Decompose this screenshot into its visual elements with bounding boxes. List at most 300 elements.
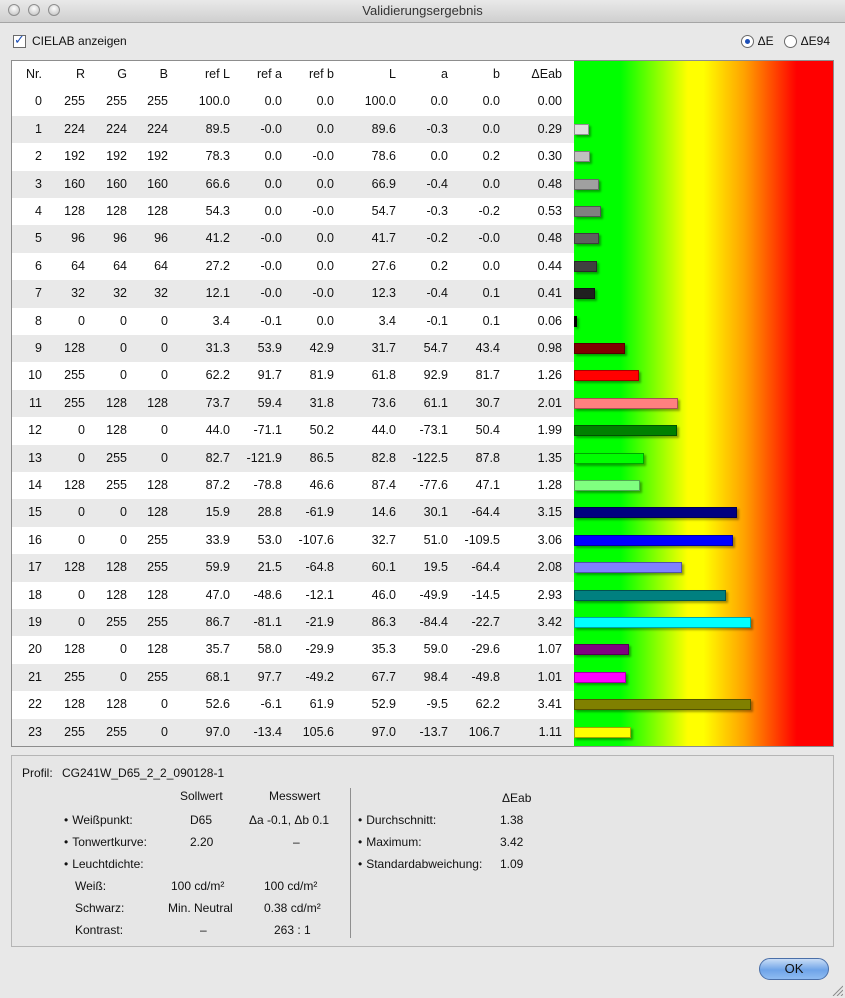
cell-g: 128 [106,560,127,575]
cell-l: 52.9 [371,697,396,712]
cell-ref-b: 42.9 [309,341,334,355]
cell-g: 224 [106,121,127,136]
delta-e-bar [574,261,597,272]
cell-nr: 10 [28,368,42,383]
cell-delta-e: 1.28 [537,478,562,492]
cell-b: -0.2 [478,204,500,218]
column-header-g[interactable]: G [117,67,127,81]
column-header-ref-b[interactable]: ref b [308,67,334,81]
white-messwert: 100 cd/m² [264,879,318,893]
radio-delta-e94-label: ΔE94 [800,34,830,48]
cell-ref-a: -0.0 [260,258,282,273]
cell-l: 73.6 [371,395,396,410]
cell-ref-a: -0.1 [260,313,282,328]
cell-ref-l: 100.0 [198,94,230,109]
table-row[interactable] [12,335,574,362]
cell-b: 255 [147,532,168,547]
cell-b: 0.1 [482,286,500,301]
table-row[interactable] [12,225,574,252]
column-messwert: Messwert [269,789,321,803]
delta-e-gradient-chart [574,61,833,746]
cell-a: 61.1 [423,395,448,410]
cell-ref-a: -13.4 [253,724,282,739]
profile-value: CG241W_D65_2_2_090128-1 [62,766,225,780]
cell-ref-l: 82.7 [205,450,230,465]
cell-ref-a: 0.0 [264,94,282,109]
whitepoint-sollwert: D65 [190,813,213,827]
cell-nr: 7 [35,286,42,301]
cell-g: 64 [113,258,127,273]
column-header-nr[interactable]: Nr. [26,67,42,81]
maximum-value: 3.42 [500,835,524,849]
cell-b: 0 [161,423,168,438]
column-header-a[interactable]: a [441,67,448,81]
cell-g: 128 [106,697,127,712]
luminance-label: • Leuchtdichte: [64,857,144,871]
table-row[interactable] [12,472,574,499]
cell-ref-l: 87.2 [205,478,230,492]
title-bar [0,0,845,23]
results-table [11,60,834,747]
cell-r: 255 [64,669,85,684]
cell-ref-l: 41.2 [205,231,230,246]
cell-r: 0 [78,615,85,629]
cell-delta-e: 0.00 [537,94,562,109]
cell-delta-e: 0.48 [537,231,562,246]
cell-ref-b: 0.0 [316,258,334,273]
resize-grip-icon[interactable] [831,984,843,996]
maximum-label: • Maximum: [358,835,422,849]
cell-b: 128 [147,505,168,520]
cell-b: 255 [147,615,168,629]
cell-b: 0 [161,368,168,383]
cell-g: 128 [106,204,127,218]
cell-ref-b: -29.9 [305,642,334,657]
cell-delta-e: 1.99 [537,423,562,438]
cell-ref-l: 44.0 [205,423,230,438]
cell-ref-b: -107.6 [298,532,334,547]
black-sollwert: Min. Neutral [168,901,233,915]
cell-ref-a: 59.4 [257,395,282,410]
cell-a: -0.3 [426,204,448,218]
cell-delta-e: 0.53 [537,204,562,218]
cell-nr: 12 [28,423,42,438]
cell-nr: 19 [28,615,42,629]
cell-ref-l: 86.7 [205,615,230,629]
cell-b: -49.8 [471,669,500,684]
cell-nr: 22 [28,697,42,712]
cell-delta-e: 0.30 [537,149,562,164]
delta-e-bar [574,562,682,573]
cell-ref-b: -12.1 [305,587,334,602]
radio-delta-e[interactable] [741,35,754,48]
cell-l: 46.0 [371,587,396,602]
cell-b: 192 [147,149,168,164]
table-row[interactable] [12,691,574,718]
delta-e-bar [574,316,577,327]
cell-b: 0 [161,313,168,328]
cell-l: 54.7 [371,204,396,218]
cell-delta-e: 0.29 [537,121,562,136]
stddev-value: 1.09 [500,857,524,871]
cell-b: 128 [147,478,168,492]
whitepoint-messwert: Δa -0.1, Δb 0.1 [249,813,330,827]
cell-r: 128 [64,478,85,492]
info-panel [11,755,834,947]
cell-ref-a: 0.0 [264,204,282,218]
show-cielab-checkbox[interactable] [13,31,26,48]
cell-a: -0.4 [426,286,448,301]
cell-ref-b: 0.0 [316,231,334,246]
cell-nr: 1 [35,121,42,136]
cell-a: 98.4 [423,669,448,684]
cell-ref-a: -0.0 [260,121,282,136]
cell-l: 89.6 [371,121,396,136]
cell-b: 0.2 [482,149,500,164]
delta-e-bar [574,398,678,409]
column-header-b[interactable]: B [159,67,168,81]
white-label: Weiß: [75,879,107,893]
cell-ref-b: -0.0 [312,149,334,164]
cell-l: 31.7 [371,341,396,355]
cell-delta-e: 2.93 [537,587,562,602]
tone-curve-sollwert: 2.20 [190,835,214,849]
window-title: Validierungsergebnis [362,3,483,18]
cell-g: 192 [106,149,127,164]
cell-nr: 16 [28,532,42,547]
cell-ref-l: 47.0 [205,587,230,602]
table-row[interactable] [12,390,574,417]
column-header-r[interactable]: R [75,67,85,81]
cell-delta-e: 0.06 [537,313,562,328]
table-row[interactable] [12,280,574,307]
table-row[interactable] [12,417,574,444]
cell-nr: 18 [28,587,42,602]
cell-delta-e: 3.42 [537,615,562,629]
cell-ref-a: 53.0 [257,532,282,547]
cell-l: 86.3 [371,615,396,629]
cell-r: 128 [64,642,85,657]
column-header-l[interactable]: L [389,67,396,81]
show-cielab-label: CIELAB anzeigen [32,34,127,48]
table-row[interactable] [12,554,574,581]
cell-b: -109.5 [464,532,500,547]
cell-ref-a: -0.0 [260,286,282,301]
column-delta-e: ΔEab [502,791,532,805]
table-row[interactable] [12,88,574,115]
cell-r: 96 [71,231,85,246]
cell-b: 0 [161,697,168,712]
cell-ref-a: -0.0 [260,231,282,246]
cell-b: 0.0 [482,94,500,109]
cell-g: 32 [113,286,127,301]
cell-ref-l: 33.9 [205,532,230,547]
cell-ref-a: 53.9 [257,341,282,355]
cell-r: 128 [64,204,85,218]
cell-b: 0.0 [482,176,500,191]
cell-nr: 13 [28,450,42,465]
cell-a: -9.5 [426,697,448,712]
cell-ref-a: -81.1 [253,615,282,629]
cell-ref-l: 59.9 [205,560,230,575]
cell-delta-e: 0.98 [537,341,562,355]
column-header-b[interactable]: b [493,67,500,81]
cell-l: 60.1 [371,560,396,575]
cell-b: 0.0 [482,121,500,136]
cell-delta-e: 0.41 [537,286,562,301]
cell-delta-e: 1.35 [537,450,562,465]
cell-nr: 17 [28,560,42,575]
cell-g: 0 [120,368,127,383]
table-row[interactable] [12,171,574,198]
cell-ref-a: -48.6 [253,587,282,602]
cell-r: 0 [78,313,85,328]
cell-delta-e: 2.01 [537,395,562,410]
table-row[interactable] [12,253,574,280]
cell-nr: 8 [35,313,42,328]
cell-ref-l: 52.6 [205,697,230,712]
table-row[interactable] [12,143,574,170]
black-messwert: 0.38 cd/m² [264,901,321,915]
cell-delta-e: 2.08 [537,560,562,575]
cell-delta-e: 1.01 [537,669,562,684]
radio-delta-e94[interactable] [784,35,797,48]
cell-ref-a: 97.7 [257,669,282,684]
stddev-label: • Standardabweichung: [358,857,482,871]
cell-nr: 20 [28,642,42,657]
cell-ref-l: 35.7 [205,642,230,657]
cell-ref-l: 3.4 [212,313,230,328]
cell-a: 92.9 [423,368,448,383]
cell-a: -73.1 [419,423,448,438]
column-header-ref-a[interactable]: ref a [256,67,282,81]
cell-l: 32.7 [371,532,396,547]
cell-b: 106.7 [468,724,500,739]
cell-a: -84.4 [419,615,448,629]
cell-b: 255 [147,94,168,109]
delta-e-bar [574,672,626,683]
show-cielab-toggle[interactable] [13,31,127,48]
cell-a: -0.1 [426,313,448,328]
cell-l: 27.6 [371,258,396,273]
cell-ref-b: 86.5 [309,450,334,465]
delta-e-bar [574,699,751,710]
cell-b: -14.5 [471,587,500,602]
cell-ref-b: 50.2 [309,423,334,438]
column-header-delta-e[interactable]: ΔEab [531,67,562,81]
cell-b: 128 [147,204,168,218]
cell-ref-b: 81.9 [309,368,334,383]
cell-r: 128 [64,697,85,712]
cell-g: 255 [106,478,127,492]
cell-b: 0 [161,341,168,355]
cell-delta-e: 1.07 [537,642,562,657]
cell-b: 96 [154,231,168,246]
cell-r: 128 [64,560,85,575]
column-header-ref-l[interactable]: ref L [204,67,230,81]
cell-nr: 21 [28,669,42,684]
delta-e-bar [574,453,644,464]
cell-r: 0 [78,587,85,602]
cell-b: -0.0 [478,231,500,246]
cell-ref-a: 0.0 [264,149,282,164]
cell-g: 96 [113,231,127,246]
table-row[interactable] [12,664,574,691]
cell-b: 128 [147,587,168,602]
cell-ref-b: 0.0 [316,313,334,328]
cell-a: 51.0 [423,532,448,547]
cell-b: 160 [147,176,168,191]
delta-e-bar [574,425,677,436]
cell-ref-a: -121.9 [246,450,282,465]
cell-l: 12.3 [371,286,396,301]
cell-r: 0 [78,505,85,520]
cell-g: 160 [106,176,127,191]
cell-l: 66.9 [371,176,396,191]
cell-a: -77.6 [419,478,448,492]
cell-nr: 14 [28,478,42,492]
tone-curve-label: • Tonwertkurve: [64,835,147,849]
cell-l: 100.0 [364,94,396,109]
cell-delta-e: 3.15 [537,505,562,520]
cell-ref-b: -0.0 [312,204,334,218]
cell-ref-a: 28.8 [257,505,282,520]
info-divider [350,788,351,938]
cell-b: 224 [147,121,168,136]
cell-r: 160 [64,176,85,191]
cell-a: 19.5 [423,560,448,575]
cell-b: 62.2 [475,697,500,712]
delta-e-bar [574,480,640,491]
cell-r: 0 [78,532,85,547]
table-row[interactable] [12,527,574,554]
cell-r: 32 [71,286,85,301]
cell-delta-e: 1.26 [537,368,562,383]
cell-ref-a: -71.1 [253,423,282,438]
cell-r: 128 [64,341,85,355]
cell-b: 43.4 [475,341,500,355]
cell-ref-l: 31.3 [205,341,230,355]
cell-r: 64 [71,258,85,273]
table-row[interactable] [12,116,574,143]
cell-ref-l: 62.2 [205,368,230,383]
cell-l: 61.8 [371,368,396,383]
cell-b: 0 [161,450,168,465]
table-row[interactable] [12,609,574,636]
cell-g: 0 [120,669,127,684]
table-row[interactable] [12,198,574,225]
ok-button[interactable]: OK [759,958,829,980]
cell-b: 255 [147,560,168,575]
contrast-sollwert: – [200,923,207,937]
delta-e-bar [574,343,625,354]
table-row[interactable] [12,308,574,335]
cell-ref-b: 61.9 [309,697,334,712]
cell-g: 128 [106,395,127,410]
cell-l: 67.7 [371,669,396,684]
cell-ref-a: 58.0 [257,642,282,657]
cell-b: 32 [154,286,168,301]
cell-a: 0.2 [430,258,448,273]
cell-ref-a: 21.5 [257,560,282,575]
cell-a: 30.1 [423,505,448,520]
table-row[interactable] [12,499,574,526]
cell-l: 97.0 [371,724,396,739]
cell-ref-b: 31.8 [309,395,334,410]
cell-ref-b: 0.0 [316,176,334,191]
cell-delta-e: 3.41 [537,697,562,712]
cell-nr: 6 [35,258,42,273]
delta-e-bar [574,124,589,135]
cell-ref-a: -6.1 [260,697,282,712]
cell-ref-b: -0.0 [312,286,334,301]
table-header [12,61,574,88]
cell-b: 50.4 [475,423,500,438]
cell-delta-e: 1.11 [538,724,562,739]
cell-g: 255 [106,615,127,629]
cell-l: 82.8 [371,450,396,465]
cell-r: 255 [64,368,85,383]
cell-a: 0.0 [430,149,448,164]
checkmark-icon: ✓ [14,31,25,47]
cell-ref-l: 54.3 [205,204,230,218]
cell-a: -49.9 [419,587,448,602]
cell-b: 0.0 [482,258,500,273]
delta-e-bar [574,233,599,244]
cell-delta-e: 0.48 [537,176,562,191]
average-value: 1.38 [500,813,524,827]
cell-g: 0 [120,532,127,547]
cell-g: 0 [120,642,127,657]
cell-r: 224 [64,121,85,136]
cell-r: 0 [78,450,85,465]
contrast-messwert: 263 : 1 [274,923,311,937]
cell-ref-l: 27.2 [205,258,230,273]
cell-ref-l: 66.6 [205,176,230,191]
cell-nr: 0 [35,94,42,109]
cell-g: 0 [120,505,127,520]
delta-e-bar [574,535,733,546]
cell-ref-l: 68.1 [205,669,230,684]
cell-ref-b: 0.0 [316,94,334,109]
cell-ref-l: 89.5 [205,121,230,136]
table-row[interactable] [12,362,574,389]
cell-l: 41.7 [371,231,396,246]
cell-b: 128 [147,642,168,657]
table-row[interactable] [12,582,574,609]
cell-ref-b: -64.8 [305,560,334,575]
white-sollwert: 100 cd/m² [171,879,225,893]
table-row[interactable] [12,445,574,472]
cell-b: 255 [147,669,168,684]
cell-nr: 5 [35,231,42,246]
table-row[interactable] [12,719,574,746]
cell-r: 0 [78,423,85,438]
cell-r: 255 [64,724,85,739]
cell-g: 255 [106,450,127,465]
delta-e-bar [574,288,595,299]
cell-ref-a: 0.0 [264,176,282,191]
cell-a: 0.0 [430,94,448,109]
cell-a: 59.0 [423,642,448,657]
cell-b: 30.7 [475,395,500,410]
cell-a: -0.3 [426,121,448,136]
table-row[interactable] [12,636,574,663]
cell-b: -64.4 [471,505,500,520]
cell-b: 128 [147,395,168,410]
cell-ref-l: 12.1 [205,286,230,301]
cell-l: 3.4 [378,313,396,328]
